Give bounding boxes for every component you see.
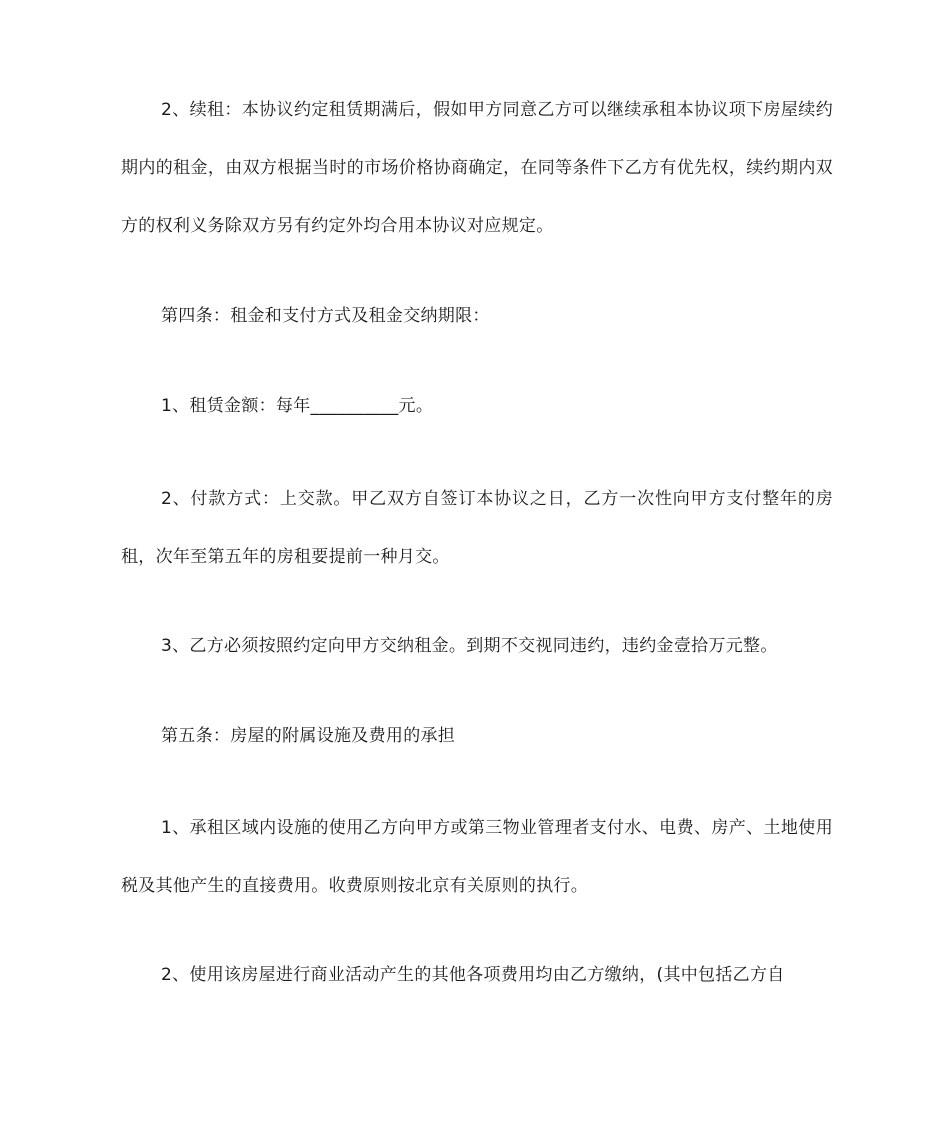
renewal-clause-paragraph: 2、续租：本协议约定租赁期满后，假如甲方同意乙方可以继续承租本协议项下房屋续约期内的租金，由双方根据当时的市场价格协商确定，在同等条件下乙方有优先权，续约期内双方的权利义务除双方另有约定外均合用本协议对应规定。 <box>121 100 833 236</box>
article-four-heading: 第四条：租金和支付方式及租金交纳期限： <box>161 306 490 326</box>
article-five-heading: 第五条：房屋的附属设施及费用的承担 <box>161 726 456 746</box>
rent-obligation-paragraph: 3、乙方必须按照约定向甲方交纳租金。到期不交视同违约，违约金壹拾万元整。 <box>161 636 778 656</box>
other-fees-paragraph: 2、使用该房屋进行商业活动产生的其他各项费用均由乙方缴纳，(其中包括乙方自 <box>161 965 785 985</box>
payment-method-paragraph: 2、付款方式：上交款。甲乙双方自签订本协议之日，乙方一次性向甲方支付整年的房租，次年至第五年的房租要提前一种月交。 <box>121 489 833 567</box>
facility-usage-paragraph: 1、承租区域内设施的使用乙方向甲方或第三物业管理者支付水、电费、房产、土地使用税及其他产生的直接费用。收费原则按北京有关原则的执行。 <box>121 818 833 896</box>
rent-amount-paragraph: 1、租赁金额：每年__________元。 <box>161 396 434 416</box>
